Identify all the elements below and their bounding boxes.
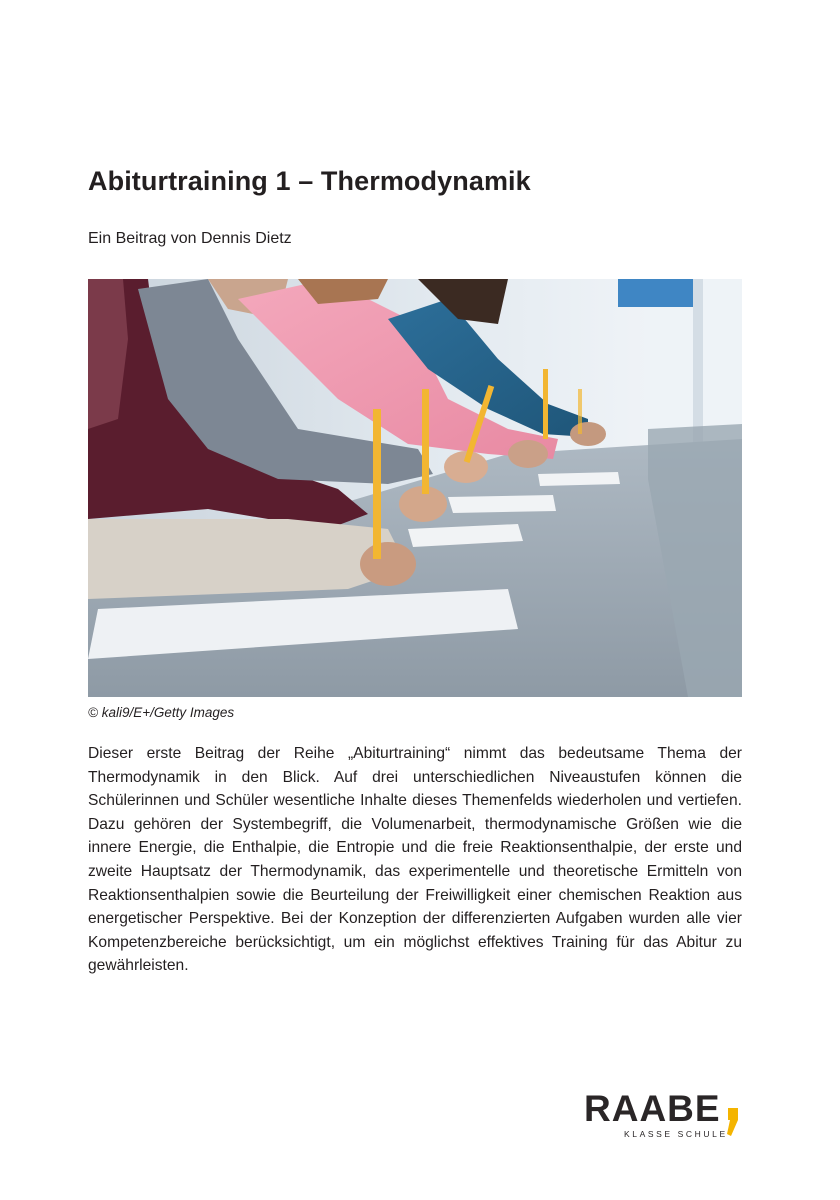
raabe-logo — [584, 1090, 746, 1142]
logo-comma-icon — [727, 1108, 739, 1136]
classroom-photo — [88, 279, 742, 697]
logo-tagline: KLASSE SCHULE — [624, 1129, 728, 1139]
intro-paragraph: Dieser erste Beitrag der Reihe „Abiturtraining“ nimmt das bedeutsame Thema der Thermodynamik in den Blick. Auf drei unterschiedlichen Niveaustufen können die Schülerinnen und Schüler wesentliche Inhalte dieses Themenfelds wiederholen und vertiefen. Dazu gehören der Systembegriff, die Volumenarbeit, thermodynamische Größen wie die innere Energie, die Enthalpie, die Entropie und die freie Reaktionsenthalpie, der erste und zweite Hauptsatz der Thermodynamik, das experimentelle und theoretische Ermitteln von Reaktionsenthalpien sowie die Beurteilung der Freiwilligkeit einer chemischen Reaktion aus energetischer Perspektive. Bei der Konzeption der differenzierten Aufgaben wurden alle vier Kompetenzbereiche berücksichtigt, um ein möglichst effektives Training für das Abitur zu gewährleisten. — [88, 745, 742, 975]
document-title: Abiturtraining 1 – Thermodynamik — [88, 166, 531, 196]
image-credit: © kali9/E+/Getty Images — [88, 705, 235, 720]
author-line: Ein Beitrag von Dennis Dietz — [88, 230, 292, 247]
logo-wordmark: RAABE — [584, 1088, 721, 1129]
